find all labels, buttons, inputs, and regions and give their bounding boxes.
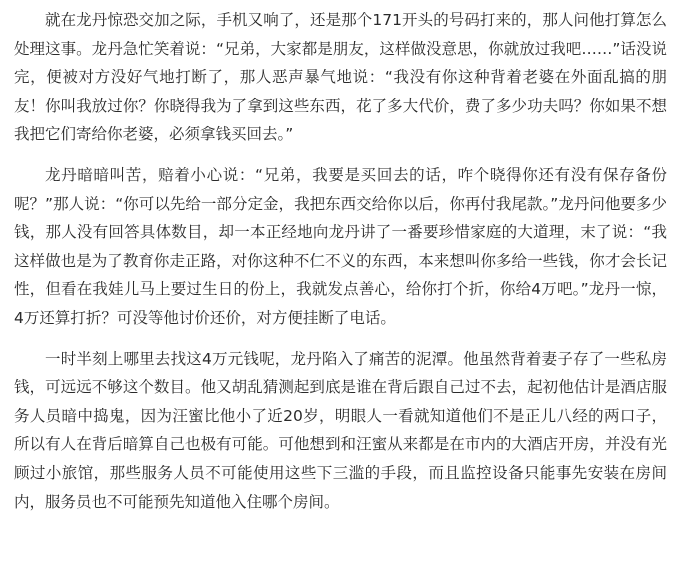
paragraph-1: 就在龙丹惊恐交加之际，手机又响了，还是那个171开头的号码打来的，那人问他打算怎么处理这事。龙丹急忙笑着说：“兄弟，大家都是朋友，这样做没意思，你就放过我吧……”话没说完，便被对方没好气地打断了，那人恶声暴气地说：“我没有你这种背着老婆在外面乱搞的朋友！你叫我放过你？你晓得我为了拿到这些东西，花了多大代价，费了多少功夫吗？你如果不想我把它们寄给你老婆，必须拿钱买回去。”	[14, 11, 667, 144]
paragraph-2: 龙丹暗暗叫苦，赔着小心说：“兄弟，我要是买回去的话，咋个晓得你还有没有保存备份呢？”那人说：“你可以先给一部分定金，我把东西交给你以后，你再付我尾款。”龙丹问他要多少钱，那人没有回答具体数目，却一本正经地向龙丹讲了一番要珍惜家庭的大道理，末了说：“我这样做也是为了教育你走正路，对你这种不仁不义的东西，本来想叫你多给一些钱，你才会长记性，但看在我娃儿马上要过生日的份上，我就发点善心，给你打个折，你给4万吧。”龙丹一惊，4万还算打折？可没等他讨价还价，对方便挂断了电话。	[14, 165, 667, 327]
paragraph-3: 一时半刻上哪里去找这4万元钱呢，龙丹陷入了痛苦的泥潭。他虽然背着妻子存了一些私房钱，可远远不够这个数目。他又胡乱猜测起到底是谁在背后跟自己过不去，起初他估计是酒店服务人员暗中捣鬼，因为汪蜜比他小了近20岁，明眼人一看就知道他们不是正儿八经的两口子，所以有人在背后暗算自己也极有可能。可他想到和汪蜜从来都是在市内的大酒店开房，并没有光顾过小旅馆，那些服务人员不可能使用这些下三滥的手段，而且监控设备只能事先安装在房间内，服务员也不可能预先知道他入住哪个房间。	[14, 349, 667, 511]
